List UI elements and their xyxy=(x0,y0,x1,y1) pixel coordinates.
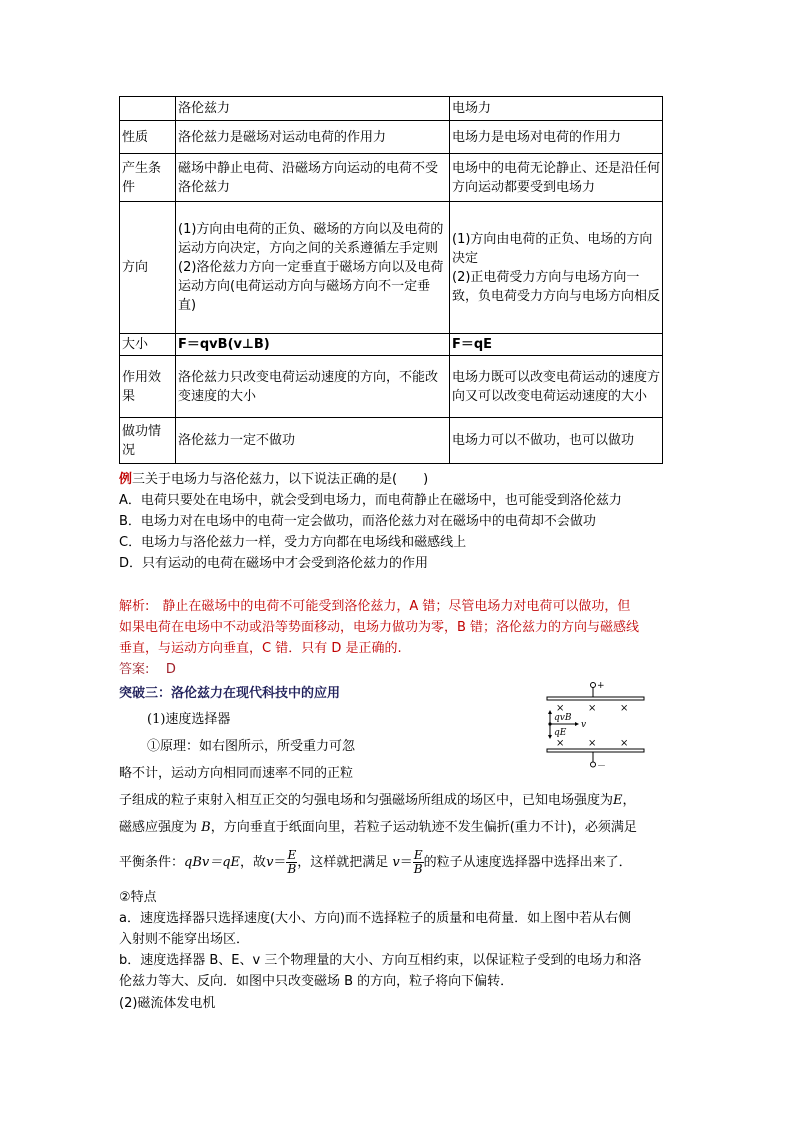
example-stem xyxy=(119,470,428,490)
feature-line: b．速度选择器 B、E、v 三个物理量的大小、方向互相约束，以保证粒子受到的电场力和洛 xyxy=(119,953,642,968)
option-b: B．电场力对在电场中的电荷一定会做功，而洛伦兹力对在磁场中的电荷却不会做功 xyxy=(119,514,596,529)
option-c: C．电场力与洛伦兹力一样，受力方向都在电场线和磁感线上 xyxy=(119,535,467,550)
cell-lorentz xyxy=(176,202,450,334)
subsection-mhd-generator: (2)磁流体发电机 xyxy=(119,996,216,1011)
plus-sign: + xyxy=(597,681,605,691)
feature-line: 入射则不能穿出场区． xyxy=(119,932,250,947)
cell-electric: 电场中的电荷无论静止、还是沿任何方向运动都要受到电场力 xyxy=(450,154,663,202)
subsection-speed-selector: (1)速度选择器 xyxy=(147,712,231,727)
velocity-selector-diagram xyxy=(540,678,650,770)
cell-electric xyxy=(450,202,663,334)
row-label: 产生条件 xyxy=(120,154,176,202)
minus-sign: － xyxy=(597,762,607,770)
label-qE: qE xyxy=(554,728,567,738)
table-row xyxy=(120,202,663,334)
principle-line: ①原理：如右图所示，所受重力可忽 xyxy=(147,739,356,754)
cross-mark: × xyxy=(620,738,629,749)
fraction: $\frac{E}{B}$ xyxy=(287,848,297,876)
top-plate xyxy=(547,697,644,700)
row-label: 方向 xyxy=(120,202,176,334)
answer-label: 答案: xyxy=(119,662,150,677)
cell-electric: F＝qE xyxy=(450,334,663,356)
paragraph-line: 子组成的粒子束射入相互正交的匀强电场和匀强磁场所组成的场区中，已知电场强度为E， xyxy=(119,793,636,808)
minus-terminal xyxy=(591,762,596,767)
row-label: 做功情况 xyxy=(120,418,176,464)
row-label: 性质 xyxy=(120,121,176,154)
table-row xyxy=(120,334,663,356)
row-label: 作用效果 xyxy=(120,356,176,418)
example-mark: 例 xyxy=(119,472,133,487)
cell-electric: 电场力可以不做功，也可以做功 xyxy=(450,418,663,464)
cell-lorentz-part2: (2)洛伦兹力方向一定垂直于磁场方向以及电荷运动方向(电荷运动方向与磁场方向不一定垂直) xyxy=(178,260,444,313)
plus-terminal xyxy=(591,683,596,688)
header-cell-empty xyxy=(120,97,176,121)
table-row xyxy=(120,154,663,202)
cell-lorentz: 磁场中静止电荷、沿磁场方向运动的电荷不受洛伦兹力 xyxy=(176,154,450,202)
principle-line: 略不计，运动方向相同而速率不同的正粒 xyxy=(119,766,354,781)
row-label: 大小 xyxy=(120,334,176,356)
header-cell-lorentz: 洛伦兹力 xyxy=(176,97,450,121)
solution-line: 垂直，与运动方向垂直，C 错．只有 D 是正确的. xyxy=(119,641,402,656)
paragraph-line: 磁感应强度为 B，方向垂直于纸面向里，若粒子运动轨迹不发生偏折(重力不计)，必须满足 xyxy=(119,820,637,835)
cross-mark: × xyxy=(556,703,565,714)
feature-line: 伦兹力等大、反向．如图中只改变磁场 B 的方向，粒子将向下偏转． xyxy=(119,974,514,989)
answer-line xyxy=(119,660,176,680)
cell-lorentz: 洛伦兹力一定不做功 xyxy=(176,418,450,464)
cell-lorentz: F＝qvB(v⊥B) xyxy=(176,334,450,356)
table-header-row xyxy=(120,97,663,121)
section-heading: 突破三：洛伦兹力在现代科技中的应用 xyxy=(119,686,341,701)
label-v: v xyxy=(581,720,587,730)
table-row xyxy=(120,418,663,464)
header-cell-electric: 电场力 xyxy=(450,97,663,121)
option-a: A．电荷只要处在电场中，就会受到电场力，而电荷静止在磁场中，也可能受到洛伦兹力 xyxy=(119,493,622,508)
solution-line: 解析: 静止在磁场中的电荷不可能受到洛伦兹力，A 错；尽管电场力对电荷可以做功，但 xyxy=(119,599,631,614)
feature-line: a．速度选择器只选择速度(大小、方向)而不选择粒子的质量和电荷量．如上图中若从右侧 xyxy=(119,911,632,926)
cross-mark: × xyxy=(588,703,597,714)
solution-line: 如果电荷在电场中不动或沿等势面移动，电场力做功为零，B 错；洛伦兹力的方向与磁感线 xyxy=(119,620,640,635)
table-row xyxy=(120,121,663,154)
cell-lorentz: 洛伦兹力只改变电荷运动速度的方向，不能改变速度的大小 xyxy=(176,356,450,418)
fraction: $\frac{E}{B}$ xyxy=(413,848,423,876)
cell-lorentz: 洛伦兹力是磁场对运动电荷的作用力 xyxy=(176,121,450,154)
table-row xyxy=(120,356,663,418)
option-d: D．只有运动的电荷在磁场中才会受到洛伦兹力的作用 xyxy=(119,556,429,571)
cell-electric: 电场力既可以改变电荷运动的速度方向又可以改变电荷运动速度的大小 xyxy=(450,356,663,418)
example-question: 三关于电场力与洛伦兹力，以下说法正确的是( ) xyxy=(132,472,429,487)
comparison-table xyxy=(119,96,663,464)
cell-electric-part2: (2)正电荷受力方向与电场方向一致，负电荷受力方向与电场方向相反 xyxy=(452,269,661,304)
cross-mark: × xyxy=(588,738,597,749)
label-qvB: qvB xyxy=(554,713,572,723)
cell-electric: 电场力是电场对电荷的作用力 xyxy=(450,121,663,154)
answer-value: D xyxy=(165,662,176,677)
equation-line: 平衡条件：qBv＝qE，故v＝ $\frac{E}{B}$ ，这样就把满足 v＝ $\frac{E}{B}$ 的粒子从速度选择器中选择出来了． xyxy=(119,848,632,876)
bottom-plate xyxy=(547,749,644,752)
cross-mark: × xyxy=(620,703,629,714)
feature-title: ②特点 xyxy=(119,890,157,905)
cell-lorentz-part1: (1)方向由电荷的正负、磁场的方向以及电荷的运动方向决定，方向之间的关系遵循左手定则 xyxy=(178,222,444,256)
cross-mark: × xyxy=(556,738,565,749)
cell-electric-part1: (1)方向由电荷的正负、电场的方向决定 xyxy=(452,231,653,266)
